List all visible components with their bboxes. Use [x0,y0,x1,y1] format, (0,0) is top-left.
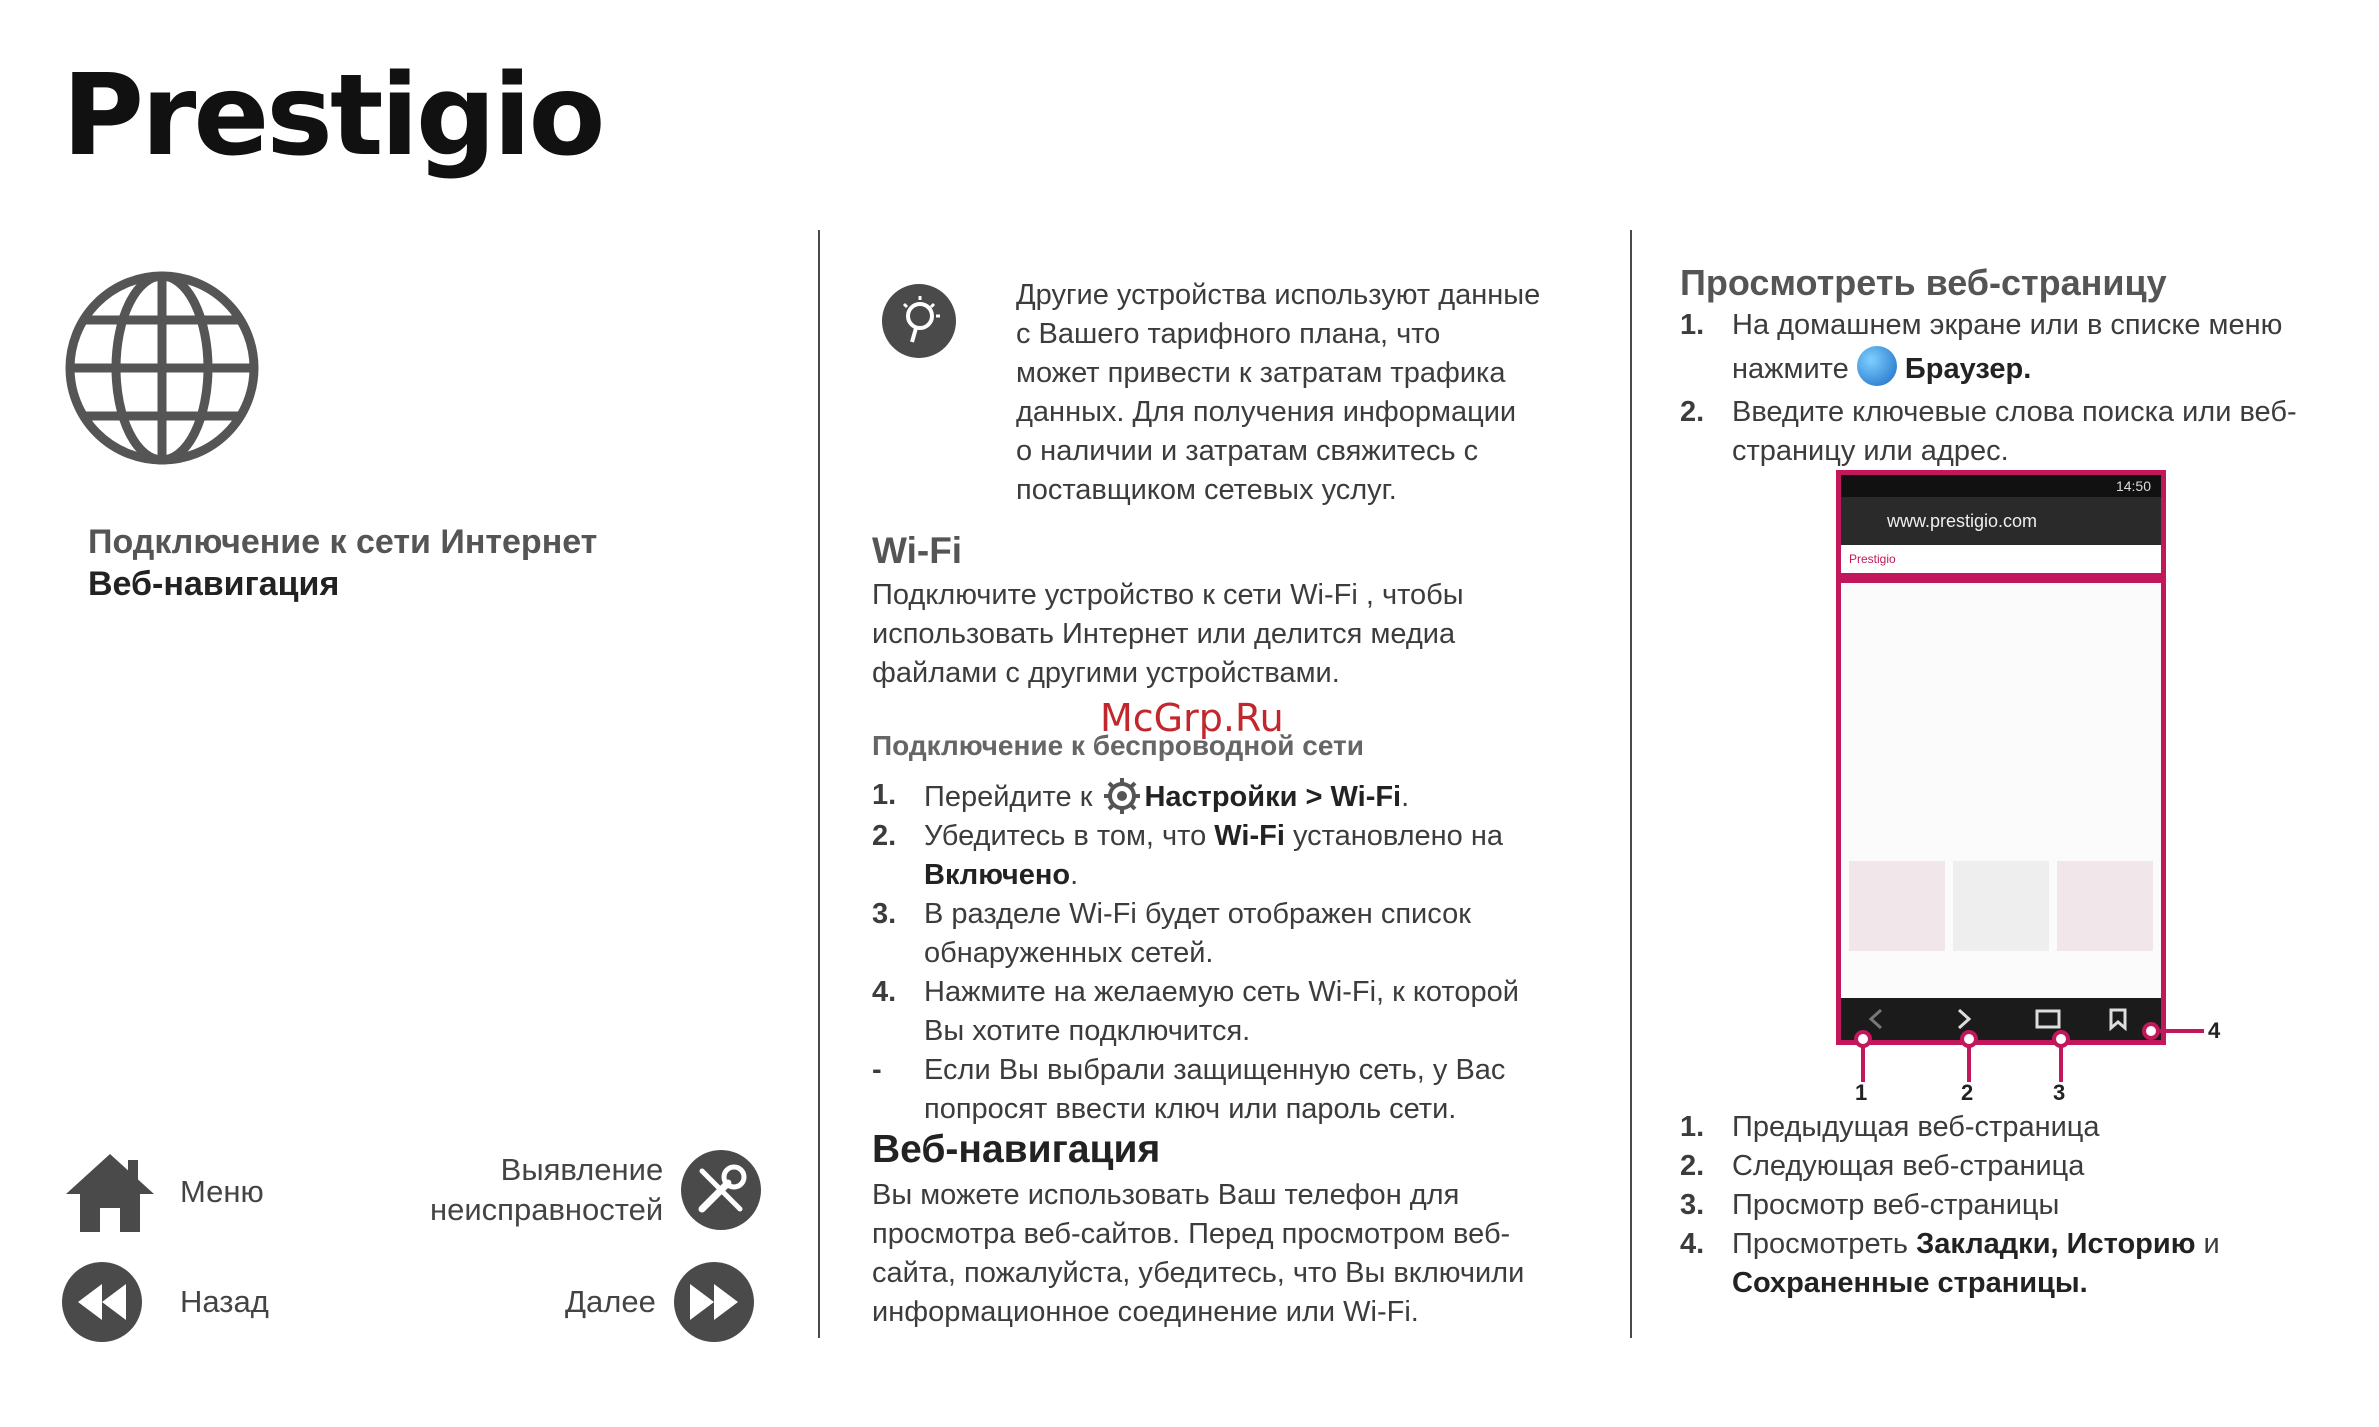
callout-legend: 1. Предыдущая веб-страница 2. Следующая веб-страница 3. Просмотр веб-страницы 4. Просмотреть Закладки, Историю и Сохраненные страницы. [1680,1111,2220,1299]
prestigio-logo: Prestigio [62,51,603,181]
web-nav-text: Вы можете использовать Ваш телефон для просмотра веб-сайтов. Перед просмотром веб- сайта, пожалуйста, убедитесь, что Вы включили информационное соединение или Wi-Fi. [872,1179,1525,1328]
column-divider [818,230,820,1338]
list-item: 4. Нажмите на желаемую сеть Wi-Fi, к которой Вы хотите подключится. [872,976,1519,1047]
fast-forward-icon [674,1262,754,1342]
callout-marker [2142,1022,2160,1040]
troubleshoot-button[interactable] [430,1150,761,1230]
column-divider [1630,230,1632,1338]
callout-line [1861,1046,1865,1082]
web-nav-heading: Веб-навигация [872,1128,1161,1171]
lightbulb-icon [882,284,956,358]
wireless-heading: Подключение к беспроводной сети [872,730,1364,761]
back-label: Назад [180,1284,269,1319]
tip-text: Другие устройства используют данные с Вашего тарифного плана, что может привести к затратам трафика данных. Для получения информации о наличии и затратам свяжитесь с поставщиком сетевых услуг. [1016,279,1541,506]
troubleshoot-label-2: неисправностей [430,1192,664,1227]
home-icon [62,1150,158,1234]
callout-line [2160,1029,2204,1033]
globe-icon [62,268,262,468]
wifi-steps [872,776,1572,1129]
next-button[interactable] [565,1262,754,1342]
phone-screenshot [1836,470,2166,1045]
tools-icon [681,1150,761,1230]
url-bar: www.prestigio.com [1841,497,2161,545]
callout-line [2059,1046,2063,1082]
site-nav-bar [1841,573,2161,583]
callout-2: 2 [1961,1080,1974,1105]
callout-1: 1 [1855,1080,1868,1105]
callout-3: 3 [2053,1080,2066,1105]
menu-label: Меню [180,1174,264,1209]
menu-button[interactable] [62,1150,264,1234]
view-page-heading: Просмотреть веб-страницу [1680,262,2167,303]
list-item: 2. Убедитесь в том, что Wi-Fi установлено на Включено. [872,820,1504,891]
settings-gear-icon [1100,776,1144,816]
list-item: 1. Перейдите к Настройки > Wi-Fi. [872,776,1572,817]
section-title: Подключение к сети Интернет [88,523,598,561]
site-content [1849,861,2153,951]
status-bar: 14:50 [1841,475,2161,497]
browser-globe-icon [1857,346,1897,386]
list-item: - Если Вы выбрали защищенную сеть, у Вас попросят ввести ключ или пароль сети. [872,1054,1506,1125]
list-item: 3. В разделе Wi-Fi будет отображен список обнаруженных сетей. [872,898,1471,969]
troubleshoot-label-1: Выявление [500,1152,664,1187]
browser-toolbar [1841,998,2161,1040]
section-subtitle: Веб-навигация [88,565,340,603]
watermark: McGrp.Ru [1100,696,1284,740]
next-label: Далее [565,1284,656,1319]
callout-4: 4 [2208,1018,2221,1043]
wifi-heading: Wi-Fi [872,530,963,571]
view-steps: 1. На домашнем экране или в списке меню нажмите Браузер. 2. Введите ключевые слова поиска или веб- страницу или адрес. [1680,309,2297,467]
back-button[interactable] [62,1262,269,1342]
site-logo: Prestigio [1841,545,2161,573]
callout-line [1967,1046,1971,1082]
rewind-icon [62,1262,142,1342]
wifi-text: Подключите устройство к сети Wi-Fi , чтобы использовать Интернет или делится медиа файлами с другими устройствами. [872,579,1464,689]
